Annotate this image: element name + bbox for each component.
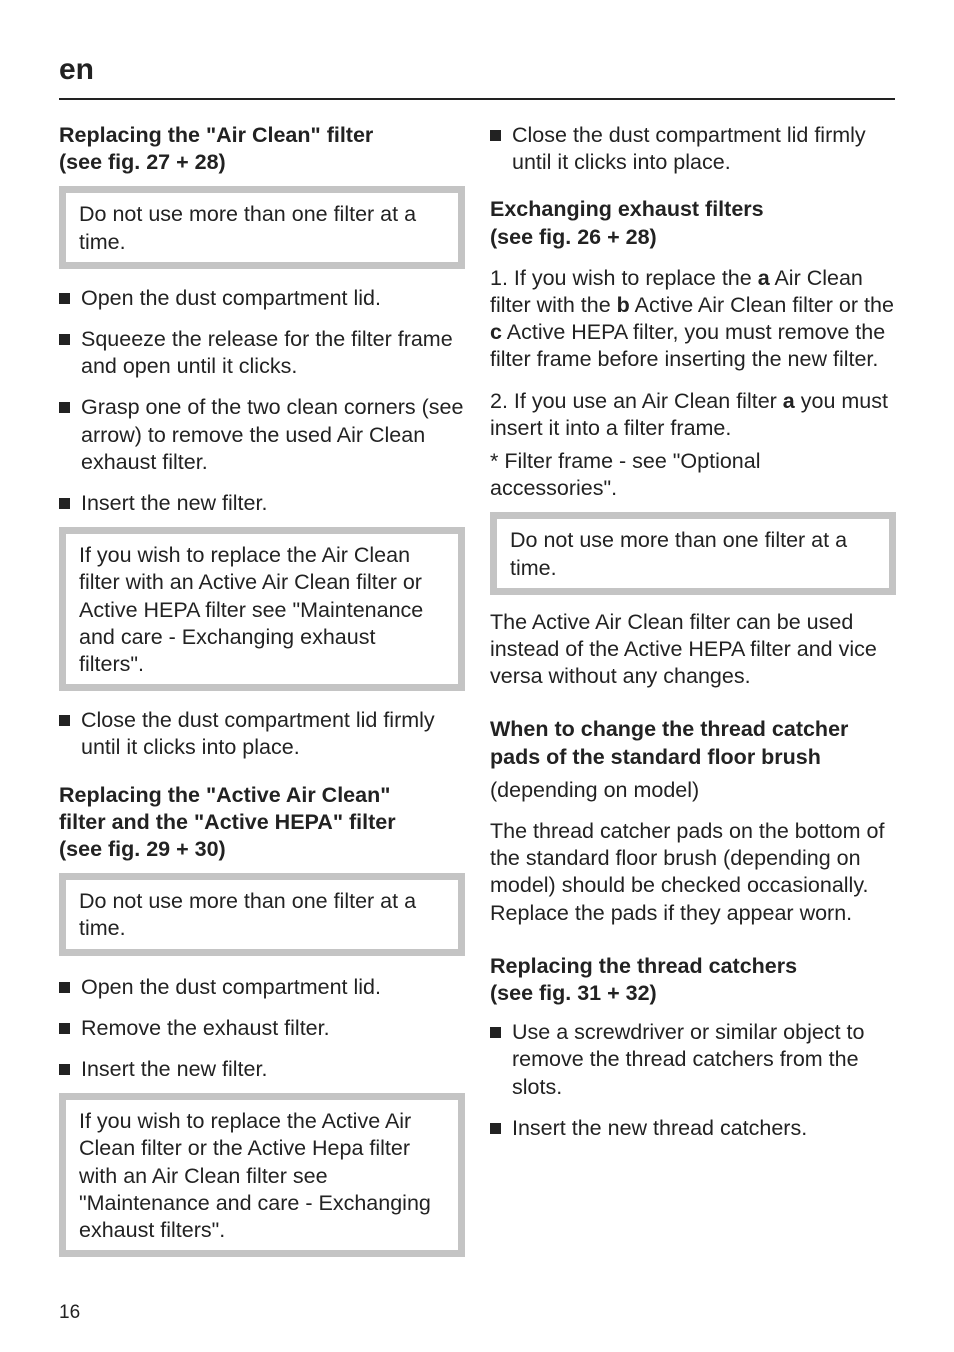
list-item: Open the dust compartment lid. xyxy=(59,285,465,312)
paragraph: * Filter frame - see "Optional accessories". xyxy=(490,449,761,501)
paragraph: 1. If you wish to replace the a Air Clean filter with the b Active Air Clean filter or the c Active HEPA filter, you must remove the filter frame before inserting the new filter. xyxy=(490,265,894,372)
list-item: Remove the exhaust filter. xyxy=(59,1015,465,1042)
note-maintenance-ref: If you wish to replace the Air Clean filter with an Active Air Clean filter or Active HEPA filter see "Maintenance and care - Exchanging exhaust filters". xyxy=(59,527,465,691)
paragraph: The Active Air Clean filter can be used instead of the Active HEPA filter and vice versa without any changes. xyxy=(490,609,877,689)
note-one-filter: Do not use more than one filter at a time. xyxy=(59,186,465,268)
right-column xyxy=(490,122,896,1142)
list-item: Use a screwdriver or similar object to remove the thread catchers from the slots. xyxy=(490,1019,896,1101)
language-label: en xyxy=(59,53,95,86)
list-item: Close the dust compartment lid firmly until it clicks into place. xyxy=(59,707,465,761)
heading-replace-air-clean: Replacing the "Air Clean" filter (see fig. 27 + 28) xyxy=(59,123,374,175)
paragraph: (depending on model) xyxy=(490,777,700,802)
list-item: Insert the new filter. xyxy=(59,1056,465,1083)
list-item: Squeeze the release for the filter frame and open until it clicks. xyxy=(59,326,465,380)
list-item: Grasp one of the two clean corners (see arrow) to remove the used Air Clean exhaust filter. xyxy=(59,394,465,476)
heading-exchange-exhaust: Exchanging exhaust filters (see fig. 26 + 28) xyxy=(490,197,764,249)
page-number: 16 xyxy=(59,1302,81,1323)
list-item: Open the dust compartment lid. xyxy=(59,974,465,1001)
header-rule xyxy=(59,98,895,100)
list-item: Insert the new filter. xyxy=(59,490,465,517)
note-one-filter: Do not use more than one filter at a time. xyxy=(490,512,896,594)
left-column xyxy=(59,122,465,1257)
heading-replace-thread-catchers: Replacing the thread catchers (see fig. 31 + 32) xyxy=(490,953,798,1006)
list-item: Close the dust compartment lid firmly until it clicks into place. xyxy=(490,122,896,176)
paragraph: 2. If you use an Air Clean filter a you must insert it into a filter frame. xyxy=(490,388,888,440)
note-one-filter: Do not use more than one filter at a time. xyxy=(59,873,465,955)
heading-thread-catcher-when: When to change the thread catcher pads of the standard floor brush xyxy=(490,717,849,769)
paragraph: The thread catcher pads on the bottom of the standard floor brush (depending on model) should be checked occasionally. Replace the pads if they appear worn. xyxy=(490,819,885,925)
list-item: Insert the new thread catchers. xyxy=(490,1115,896,1142)
heading-replace-active-filters: Replacing the "Active Air Clean" filter and the "Active HEPA" filter (see fig. 29 + 30) xyxy=(59,782,396,862)
note-maintenance-ref: If you wish to replace the Active Air Clean filter or the Active Hepa filter with an Air Clean filter see "Maintenance and care - Exchanging exhaust filters". xyxy=(59,1093,465,1257)
